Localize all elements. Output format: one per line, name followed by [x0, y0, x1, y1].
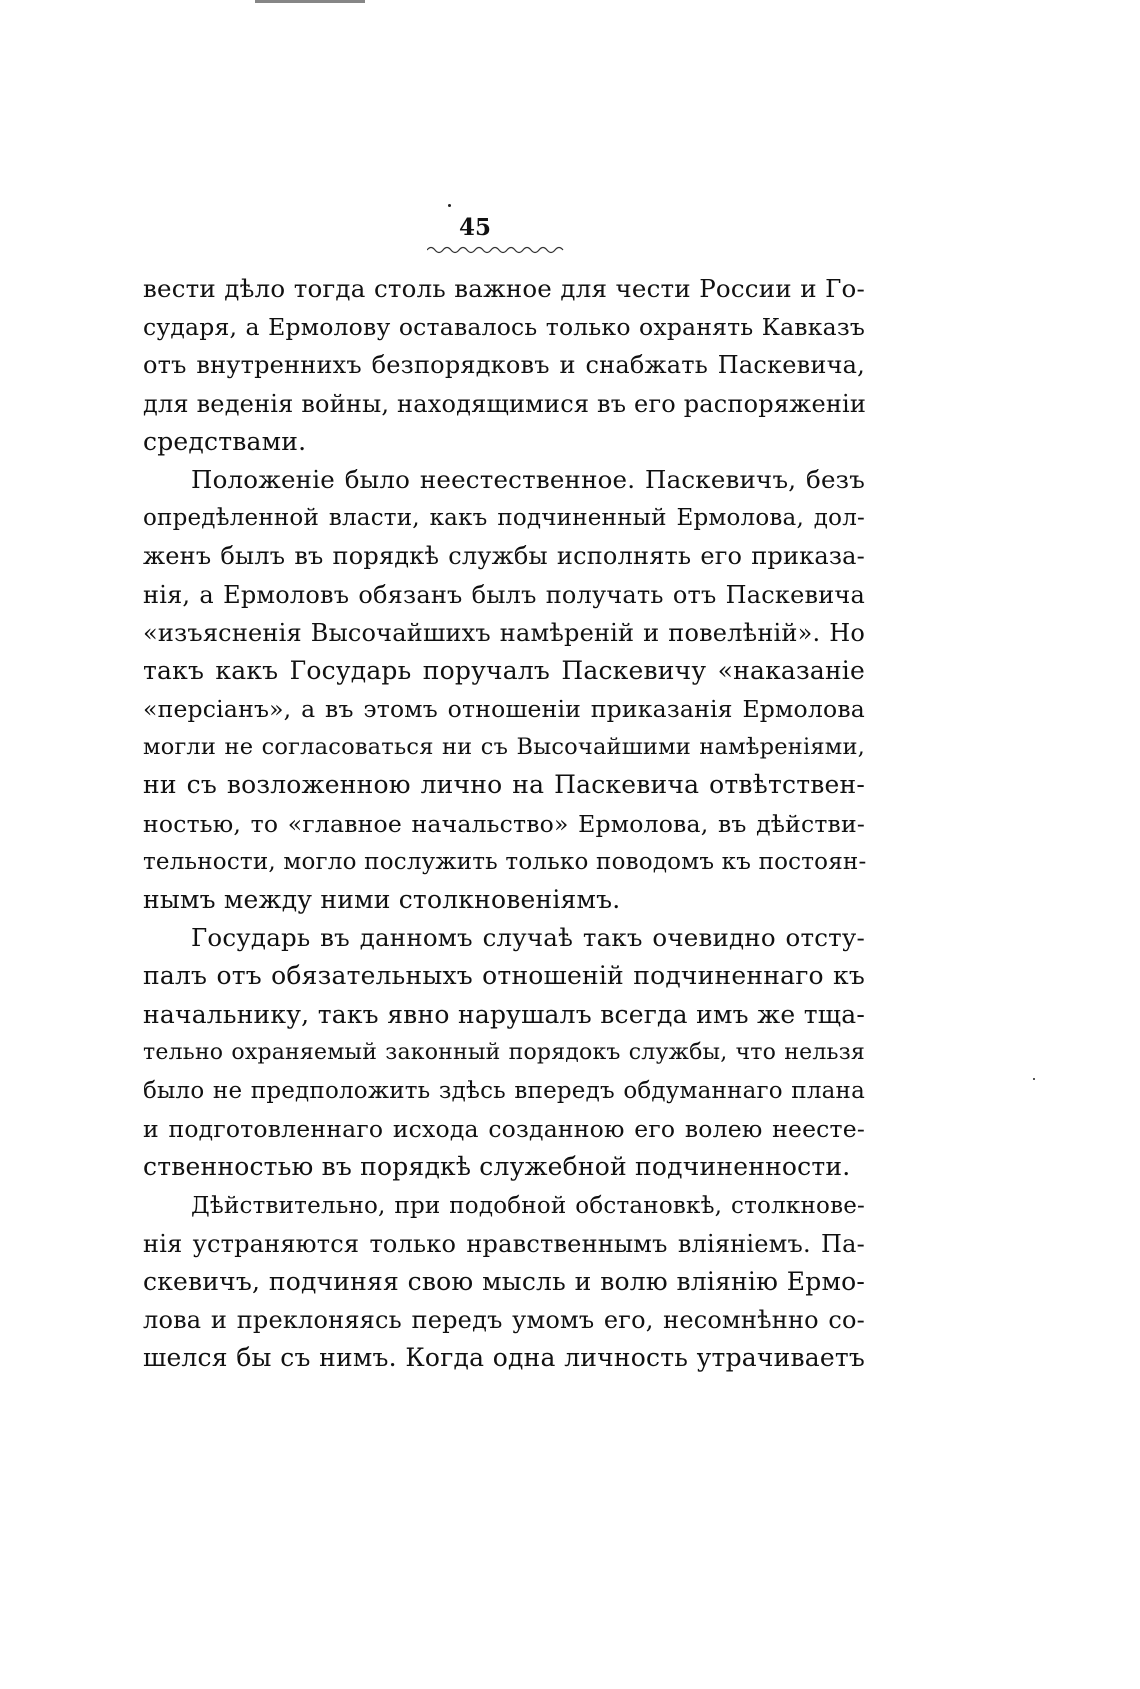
page-number-dot: [448, 204, 451, 207]
paragraph-2: [143, 461, 865, 919]
text-line: ственностью въ порядкѣ служебной подчиненности.: [143, 1152, 851, 1182]
text-line: шелся бы съ нимъ. Когда одна личность утрачиваетъ: [143, 1343, 865, 1373]
text-line: нія, а Ермоловъ обязанъ былъ получать отъ Паскевича: [143, 580, 865, 609]
page-number: 45: [458, 214, 491, 241]
margin-speck: [1033, 1078, 1035, 1080]
text-line: тельности, могло послужить только поводомъ къ постоян-: [143, 848, 867, 875]
text-line: тельно охраняемый законный порядокъ службы, что нельзя: [143, 1039, 865, 1065]
top-edge-mark: [255, 0, 365, 3]
text-line: нымъ между ними столкновеніямъ.: [143, 885, 621, 914]
text-line: скевичъ, подчиняя свою мысль и волю вліянію Ермо-: [143, 1266, 865, 1296]
text-line: «изъясненія Высочайшихъ намѣреній и повелѣній». Но: [143, 618, 865, 647]
text-line: средствами.: [143, 426, 307, 456]
text-line: начальнику, такъ явно нарушалъ всегда имъ же тща-: [143, 999, 865, 1029]
page-number-ornament: [427, 244, 565, 256]
text-line: отъ внутреннихъ безпорядковъ и снабжать Паскевича,: [143, 351, 865, 380]
text-line: вести дѣло тогда столь важное для чести России и Го-: [143, 274, 865, 303]
text-line: ни съ возложенною лично на Паскевича отвѣтствен-: [143, 770, 865, 800]
text-line: ностью, то «главное начальство» Ермолова, въ дѣйстви-: [143, 809, 865, 838]
body-text: [143, 270, 865, 1377]
text-line: сударя, а Ермолову оставалось только охранять Кавказъ: [143, 313, 865, 342]
text-line: Государь въ данномъ случаѣ такъ очевидно отсту-: [191, 923, 865, 953]
text-line: для веденія войны, находящимися въ его распоряженіи: [143, 389, 867, 418]
text-line: Положеніе было неестественное. Паскевичъ, безъ: [191, 464, 865, 494]
paragraph-3: [143, 919, 865, 1186]
paragraph-1: [143, 270, 865, 461]
text-line: опредѣленной власти, какъ подчиненный Ермолова, дол-: [143, 505, 865, 532]
text-line: такъ какъ Государь поручалъ Паскевичу «наказаніе: [143, 655, 865, 685]
text-line: «персіанъ», а въ этомъ отношеніи приказанія Ермолова: [143, 695, 865, 724]
text-line: нія устраняются только нравственнымъ вліяніемъ. Па-: [143, 1229, 865, 1258]
text-line: было не предположить здѣсь впередъ обдуманнаго плана: [143, 1077, 865, 1104]
text-line: могли не согласоваться ни съ Высочайшими намѣреніями,: [143, 734, 865, 761]
text-line: и подготовленнаго исхода созданною его волею неесте-: [143, 1115, 865, 1144]
paragraph-4: [143, 1187, 865, 1378]
text-line: Дѣйствительно, при подобной обстановкѣ, столкнове-: [191, 1192, 865, 1219]
text-line: палъ отъ обязательныхъ отношеній подчиненнаго къ: [143, 961, 865, 991]
text-line: женъ былъ въ порядкѣ службы исполнять его приказа-: [143, 542, 865, 571]
text-line: лова и преклоняясь передъ умомъ его, несомнѣнно со-: [143, 1306, 865, 1335]
